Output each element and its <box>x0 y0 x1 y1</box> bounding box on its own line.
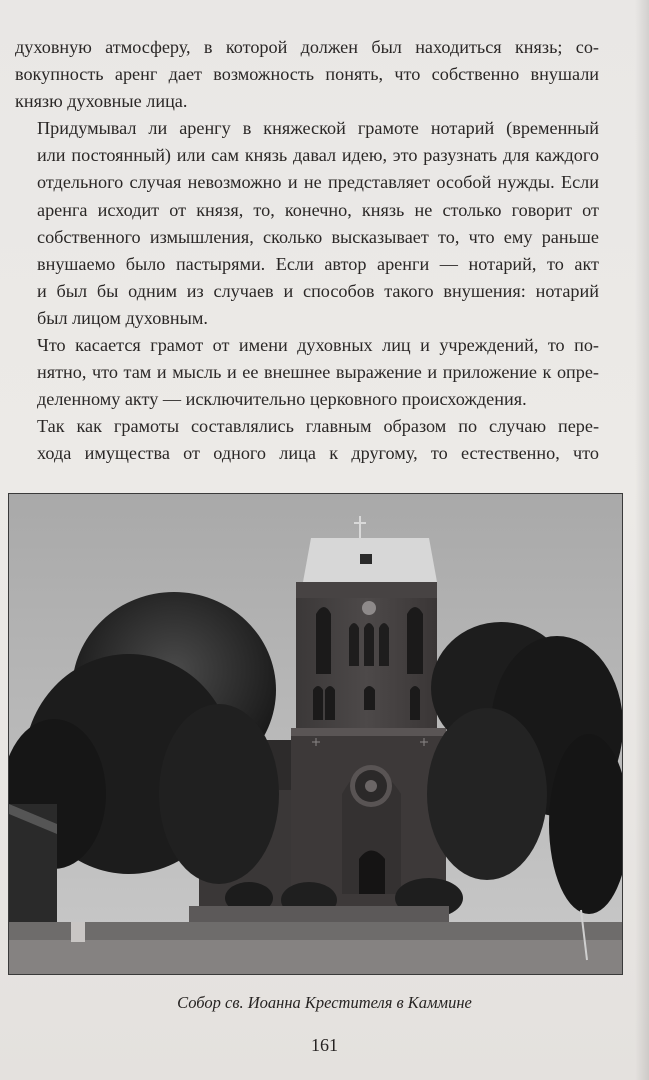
text-line: деленному акту — исключительно церковного происхождения. <box>37 389 527 410</box>
paragraph-2 <box>15 115 599 332</box>
text-line: аренга исходит от князя, то, конечно, князь не столько говорит от <box>37 199 599 220</box>
cathedral-photo-illustration <box>9 494 622 974</box>
paragraph-1 <box>15 34 599 115</box>
text-line: внушаемо было пастырями. Если автор аренги — нотарий, то акт <box>37 253 599 274</box>
text-line: или постоянный) или сам князь давал идею, это разузнать для каждого <box>37 145 599 166</box>
figure-caption: Собор св. Иоанна Крестителя в Каммине <box>177 993 472 1012</box>
paragraph-3 <box>15 332 599 413</box>
text-line: Придумывал ли аренгу в княжеской грамоте нотарий (временный <box>37 118 599 139</box>
text-line: был лицом духовным. <box>37 307 208 328</box>
text-line: Что касается грамот от имени духовных лиц и учреждений, то по- <box>37 335 599 356</box>
text-line: и был бы одним из случаев и способов такого внушения: нотарий <box>37 280 599 301</box>
text-line: нятно, что там и мысль и ее внешнее выражение и приложение к опре- <box>37 362 599 383</box>
text-line: князю духовные лица. <box>15 91 188 112</box>
cathedral-photo <box>9 494 622 974</box>
page-number: 161 <box>311 1035 338 1055</box>
text-line: отдельного случая невозможно и не представляет особой нужды. Если <box>37 172 599 193</box>
text-line: Так как грамоты составлялись главным образом по случаю пере- <box>37 416 599 437</box>
text-line: вокупность аренг дает возможность понять, что собственно внушали <box>15 64 599 85</box>
paragraph-4 <box>15 413 599 467</box>
text-line: собственного измышления, сколько высказывает то, что ему раньше <box>37 226 599 247</box>
body-text <box>15 34 599 468</box>
page-edge-shadow <box>635 0 649 1080</box>
text-line: хода имущества от одного лица к другому, то естественно, что <box>37 443 599 464</box>
text-line: духовную атмосферу, в которой должен был находиться князь; со- <box>15 37 599 57</box>
